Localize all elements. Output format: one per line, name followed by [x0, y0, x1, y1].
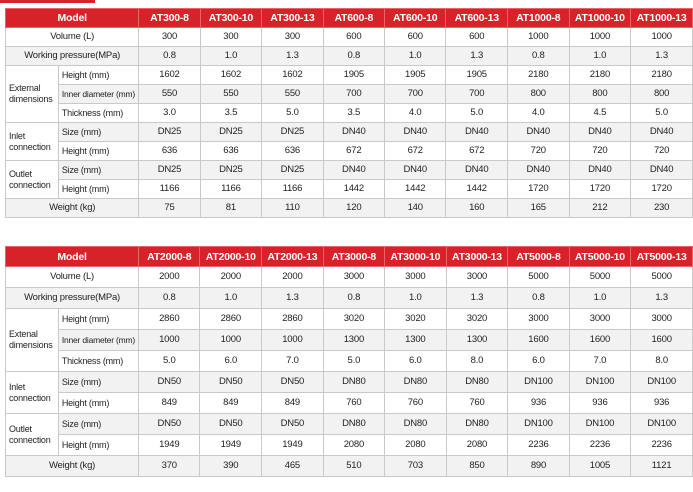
weight-value: 465 — [262, 456, 324, 477]
outlet-size-row — [6, 414, 693, 435]
pressure-value: 1.0 — [384, 47, 446, 66]
inlet-size-value: DN80 — [323, 372, 384, 393]
volume-row — [6, 28, 693, 47]
inlet-height-label: Height (mm) — [58, 393, 138, 414]
ext-height-label: Height (mm) — [58, 66, 138, 85]
ext-inner-value: 1000 — [262, 330, 324, 351]
model-name-cell: AT600-10 — [384, 9, 446, 28]
external-dimensions-group: Extenal dimensions — [6, 309, 59, 372]
outlet-size-label: Size (mm) — [58, 414, 138, 435]
outlet-height-value: 1720 — [507, 180, 569, 199]
top-accent-strip — [0, 0, 693, 6]
inlet-size-row — [6, 123, 693, 142]
ext-thickness-row — [6, 351, 693, 372]
inlet-size-value: DN40 — [569, 123, 631, 142]
volume-row — [6, 267, 693, 288]
weight-label: Weight (kg) — [6, 456, 139, 477]
outlet-height-value: 1442 — [384, 180, 446, 199]
header-row — [6, 247, 693, 267]
ext-thickness-value: 3.5 — [323, 104, 384, 123]
ext-inner-row — [6, 85, 693, 104]
pressure-value: 1.0 — [569, 288, 631, 309]
inlet-size-value: DN80 — [446, 372, 508, 393]
inlet-size-value: DN100 — [631, 372, 693, 393]
model-header-label: Model — [6, 9, 139, 28]
outlet-height-value: 1949 — [139, 435, 200, 456]
model-name-cell: AT1000-10 — [569, 9, 631, 28]
volume-value: 3000 — [446, 267, 508, 288]
ext-inner-label: Inner diameter (mm) — [58, 330, 138, 351]
inlet-connection-group: Inlet connection — [6, 123, 59, 161]
inlet-size-value: DN40 — [446, 123, 508, 142]
inlet-size-value: DN40 — [323, 123, 384, 142]
inlet-size-value: DN100 — [569, 372, 631, 393]
ext-thickness-value: 4.5 — [569, 104, 631, 123]
volume-value: 2000 — [262, 267, 324, 288]
outlet-size-value: DN25 — [139, 161, 200, 180]
ext-inner-value: 700 — [323, 85, 384, 104]
outlet-size-value: DN40 — [384, 161, 446, 180]
weight-value: 230 — [631, 199, 693, 218]
ext-height-value: 2180 — [507, 66, 569, 85]
outlet-height-label: Height (mm) — [58, 435, 138, 456]
volume-value: 1000 — [569, 28, 631, 47]
ext-height-value: 1905 — [384, 66, 446, 85]
model-name-cell: AT300-13 — [262, 9, 324, 28]
ext-height-value: 1602 — [262, 66, 324, 85]
ext-inner-value: 550 — [262, 85, 324, 104]
volume-value: 2000 — [200, 267, 262, 288]
weight-value: 510 — [323, 456, 384, 477]
ext-height-value: 3020 — [323, 309, 384, 330]
volume-value: 5000 — [508, 267, 569, 288]
ext-inner-label: Inner diameter (mm) — [58, 85, 138, 104]
ext-height-value: 3020 — [446, 309, 508, 330]
outlet-height-value: 1949 — [200, 435, 262, 456]
inlet-size-value: DN25 — [200, 123, 262, 142]
pressure-value: 1.3 — [446, 288, 508, 309]
outlet-height-value: 1720 — [569, 180, 631, 199]
weight-value: 165 — [507, 199, 569, 218]
model-name-cell: AT2000-10 — [200, 247, 262, 267]
ext-inner-value: 550 — [200, 85, 262, 104]
model-name-cell: AT5000-13 — [631, 247, 693, 267]
pressure-value: 1.3 — [631, 47, 693, 66]
weight-value: 81 — [200, 199, 262, 218]
inlet-height-value: 672 — [323, 142, 384, 161]
volume-value: 600 — [446, 28, 508, 47]
volume-value: 300 — [139, 28, 200, 47]
ext-inner-row — [6, 330, 693, 351]
outlet-height-value: 1442 — [446, 180, 508, 199]
outlet-size-value: DN80 — [323, 414, 384, 435]
model-name-cell: AT1000-8 — [507, 9, 569, 28]
ext-thickness-value: 7.0 — [569, 351, 631, 372]
pressure-value: 0.8 — [508, 288, 569, 309]
inlet-size-value: DN50 — [139, 372, 200, 393]
pressure-value: 0.8 — [323, 47, 384, 66]
model-name-cell: AT600-8 — [323, 9, 384, 28]
outlet-height-value: 1442 — [323, 180, 384, 199]
model-name-cell: AT3000-10 — [385, 247, 447, 267]
ext-height-value: 3020 — [385, 309, 447, 330]
pressure-value: 1.0 — [569, 47, 631, 66]
ext-inner-value: 800 — [569, 85, 631, 104]
pressure-value: 1.3 — [262, 47, 324, 66]
ext-thickness-value: 5.0 — [631, 104, 693, 123]
weight-value: 212 — [569, 199, 631, 218]
inlet-height-value: 849 — [139, 393, 200, 414]
outlet-height-row — [6, 180, 693, 199]
ext-inner-value: 1300 — [323, 330, 384, 351]
volume-value: 1000 — [507, 28, 569, 47]
weight-label: Weight (kg) — [6, 199, 139, 218]
inlet-height-value: 636 — [200, 142, 262, 161]
inlet-height-value: 636 — [139, 142, 200, 161]
external-dimensions-group: External dimensions — [6, 66, 59, 123]
weight-value: 1005 — [569, 456, 631, 477]
weight-value: 120 — [323, 199, 384, 218]
outlet-size-value: DN40 — [569, 161, 631, 180]
inlet-size-value: DN25 — [139, 123, 200, 142]
inlet-height-value: 936 — [631, 393, 693, 414]
ext-inner-value: 550 — [139, 85, 200, 104]
outlet-size-value: DN40 — [323, 161, 384, 180]
pressure-value: 1.3 — [631, 288, 693, 309]
weight-value: 850 — [446, 456, 508, 477]
inlet-height-value: 636 — [262, 142, 324, 161]
outlet-size-row — [6, 161, 693, 180]
weight-value: 703 — [385, 456, 447, 477]
inlet-size-value: DN80 — [385, 372, 447, 393]
pressure-row — [6, 288, 693, 309]
ext-thickness-value: 8.0 — [631, 351, 693, 372]
model-name-cell: AT300-10 — [200, 9, 262, 28]
inlet-height-value: 760 — [323, 393, 384, 414]
inlet-size-value: DN40 — [507, 123, 569, 142]
inlet-size-label: Size (mm) — [58, 372, 138, 393]
outlet-height-value: 2236 — [508, 435, 569, 456]
ext-inner-value: 1300 — [446, 330, 508, 351]
ext-thickness-value: 8.0 — [446, 351, 508, 372]
weight-value: 370 — [139, 456, 200, 477]
ext-thickness-value: 5.0 — [262, 104, 324, 123]
model-name-cell: AT5000-8 — [508, 247, 569, 267]
outlet-size-value: DN100 — [508, 414, 569, 435]
inlet-size-label: Size (mm) — [58, 123, 138, 142]
spec-table-2 — [5, 246, 693, 477]
outlet-height-label: Height (mm) — [58, 180, 138, 199]
volume-value: 300 — [200, 28, 262, 47]
pressure-value: 1.0 — [200, 288, 262, 309]
outlet-height-value: 2236 — [569, 435, 631, 456]
pressure-label: Working pressure(MPa) — [6, 47, 139, 66]
outlet-size-value: DN40 — [631, 161, 693, 180]
inlet-height-value: 849 — [200, 393, 262, 414]
weight-row — [6, 199, 693, 218]
ext-thickness-value: 5.0 — [139, 351, 200, 372]
weight-value: 390 — [200, 456, 262, 477]
ext-thickness-value: 5.0 — [446, 104, 508, 123]
pressure-value: 0.8 — [323, 288, 384, 309]
model-name-cell: AT5000-10 — [569, 247, 631, 267]
inlet-height-value: 936 — [508, 393, 569, 414]
volume-value: 600 — [384, 28, 446, 47]
inlet-height-value: 720 — [507, 142, 569, 161]
outlet-height-value: 2080 — [323, 435, 384, 456]
ext-thickness-value: 6.0 — [200, 351, 262, 372]
model-name-cell: AT2000-13 — [262, 247, 324, 267]
ext-thickness-value: 4.0 — [384, 104, 446, 123]
weight-value: 110 — [262, 199, 324, 218]
ext-thickness-label: Thickness (mm) — [58, 351, 138, 372]
ext-height-value: 1905 — [323, 66, 384, 85]
outlet-size-value: DN100 — [631, 414, 693, 435]
inlet-height-label: Height (mm) — [58, 142, 138, 161]
ext-height-row — [6, 309, 693, 330]
inlet-size-value: DN100 — [508, 372, 569, 393]
outlet-size-value: DN50 — [139, 414, 200, 435]
outlet-size-value: DN80 — [385, 414, 447, 435]
outlet-size-value: DN50 — [200, 414, 262, 435]
model-name-cell: AT2000-8 — [139, 247, 200, 267]
outlet-size-value: DN80 — [446, 414, 508, 435]
ext-inner-value: 700 — [446, 85, 508, 104]
ext-thickness-value: 3.0 — [139, 104, 200, 123]
model-name-cell: AT600-13 — [446, 9, 508, 28]
inlet-size-row — [6, 372, 693, 393]
ext-height-value: 2860 — [139, 309, 200, 330]
weight-value: 140 — [384, 199, 446, 218]
inlet-height-value: 849 — [262, 393, 324, 414]
outlet-height-value: 1720 — [631, 180, 693, 199]
pressure-row — [6, 47, 693, 66]
inlet-height-value: 720 — [569, 142, 631, 161]
volume-label: Volume (L) — [6, 28, 139, 47]
pressure-value: 1.3 — [446, 47, 508, 66]
outlet-size-value: DN25 — [200, 161, 262, 180]
inlet-height-value: 760 — [385, 393, 447, 414]
spec-table-1 — [5, 8, 693, 218]
outlet-size-value: DN100 — [569, 414, 631, 435]
inlet-height-value: 672 — [446, 142, 508, 161]
pressure-value: 0.8 — [139, 47, 200, 66]
ext-inner-value: 1000 — [200, 330, 262, 351]
model-header-label: Model — [6, 247, 139, 267]
inlet-size-value: DN40 — [631, 123, 693, 142]
top-accent-bar — [0, 0, 95, 3]
volume-value: 300 — [262, 28, 324, 47]
weight-row — [6, 456, 693, 477]
model-name-cell: AT3000-8 — [323, 247, 384, 267]
ext-thickness-row — [6, 104, 693, 123]
volume-value: 3000 — [323, 267, 384, 288]
outlet-height-value: 2236 — [631, 435, 693, 456]
outlet-connection-group: Outlet connection — [6, 414, 59, 456]
pressure-label: Working pressure(MPa) — [6, 288, 139, 309]
inlet-size-value: DN25 — [262, 123, 324, 142]
volume-value: 5000 — [631, 267, 693, 288]
outlet-size-value: DN40 — [446, 161, 508, 180]
ext-height-value: 1905 — [446, 66, 508, 85]
ext-thickness-value: 5.0 — [323, 351, 384, 372]
outlet-connection-group: Outlet connection — [6, 161, 59, 199]
inlet-size-value: DN40 — [384, 123, 446, 142]
outlet-size-value: DN50 — [262, 414, 324, 435]
weight-value: 890 — [508, 456, 569, 477]
inlet-height-value: 760 — [446, 393, 508, 414]
ext-thickness-value: 6.0 — [385, 351, 447, 372]
volume-value: 5000 — [569, 267, 631, 288]
pressure-value: 1.0 — [385, 288, 447, 309]
volume-label: Volume (L) — [6, 267, 139, 288]
model-name-cell: AT300-8 — [139, 9, 200, 28]
inlet-height-row — [6, 142, 693, 161]
pressure-value: 0.8 — [139, 288, 200, 309]
model-name-cell: AT3000-13 — [446, 247, 508, 267]
ext-height-row — [6, 66, 693, 85]
ext-height-value: 3000 — [631, 309, 693, 330]
ext-height-value: 1602 — [139, 66, 200, 85]
ext-thickness-value: 7.0 — [262, 351, 324, 372]
ext-height-value: 2860 — [200, 309, 262, 330]
ext-inner-value: 1600 — [508, 330, 569, 351]
inlet-height-value: 672 — [384, 142, 446, 161]
outlet-height-value: 1166 — [200, 180, 262, 199]
outlet-height-value: 1166 — [139, 180, 200, 199]
volume-value: 600 — [323, 28, 384, 47]
weight-value: 75 — [139, 199, 200, 218]
volume-value: 1000 — [631, 28, 693, 47]
ext-thickness-value: 6.0 — [508, 351, 569, 372]
inlet-height-row — [6, 393, 693, 414]
header-row — [6, 9, 693, 28]
model-name-cell: AT1000-13 — [631, 9, 693, 28]
ext-height-value: 1602 — [200, 66, 262, 85]
pressure-value: 0.8 — [507, 47, 569, 66]
ext-inner-value: 1600 — [569, 330, 631, 351]
inlet-connection-group: Inlet connection — [6, 372, 59, 414]
ext-thickness-label: Thickness (mm) — [58, 104, 138, 123]
ext-height-value: 2180 — [569, 66, 631, 85]
inlet-size-value: DN50 — [200, 372, 262, 393]
ext-inner-value: 800 — [631, 85, 693, 104]
pressure-value: 1.3 — [262, 288, 324, 309]
ext-height-value: 2180 — [631, 66, 693, 85]
pressure-value: 1.0 — [200, 47, 262, 66]
inlet-height-value: 720 — [631, 142, 693, 161]
weight-value: 1121 — [631, 456, 693, 477]
inlet-size-value: DN50 — [262, 372, 324, 393]
ext-height-value: 3000 — [508, 309, 569, 330]
ext-height-label: Height (mm) — [58, 309, 138, 330]
volume-value: 2000 — [139, 267, 200, 288]
volume-value: 3000 — [385, 267, 447, 288]
ext-inner-value: 1000 — [139, 330, 200, 351]
outlet-size-value: DN40 — [507, 161, 569, 180]
ext-inner-value: 1600 — [631, 330, 693, 351]
ext-inner-value: 800 — [507, 85, 569, 104]
outlet-height-value: 2080 — [385, 435, 447, 456]
outlet-size-value: DN25 — [262, 161, 324, 180]
ext-thickness-value: 4.0 — [507, 104, 569, 123]
ext-inner-value: 1300 — [385, 330, 447, 351]
outlet-height-value: 2080 — [446, 435, 508, 456]
weight-value: 160 — [446, 199, 508, 218]
inlet-height-value: 936 — [569, 393, 631, 414]
ext-inner-value: 700 — [384, 85, 446, 104]
ext-height-value: 3000 — [569, 309, 631, 330]
outlet-size-label: Size (mm) — [58, 161, 138, 180]
ext-height-value: 2860 — [262, 309, 324, 330]
ext-thickness-value: 3.5 — [200, 104, 262, 123]
outlet-height-value: 1166 — [262, 180, 324, 199]
outlet-height-row — [6, 435, 693, 456]
outlet-height-value: 1949 — [262, 435, 324, 456]
